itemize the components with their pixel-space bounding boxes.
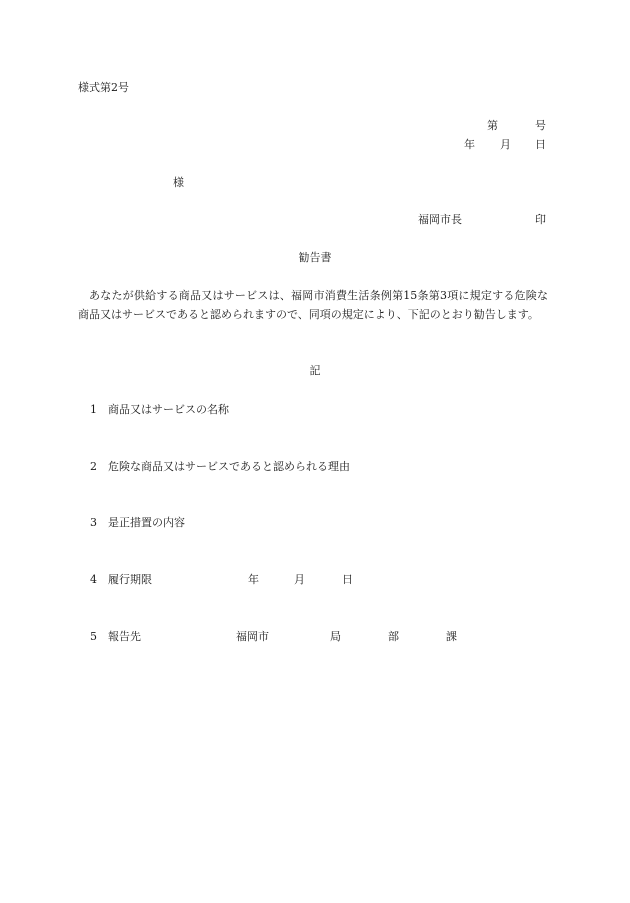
item-number: 3: [90, 516, 97, 529]
item-label: 危険な商品又はサービスであると認められる理由: [108, 460, 350, 473]
date-year: 年: [464, 138, 475, 151]
report-kyoku: 局: [330, 630, 341, 643]
item-number: 1: [90, 403, 97, 416]
report-bu: 部: [388, 630, 399, 643]
report-ka: 課: [446, 630, 457, 643]
addressee-suffix: 様: [173, 176, 184, 189]
item-number: 2: [90, 460, 97, 473]
doc-number-dai: 第: [487, 119, 498, 132]
item-label: 履行期限: [108, 573, 152, 586]
item-number: 5: [90, 630, 97, 643]
doc-title: 勧告書: [298, 251, 332, 264]
form-number: 様式第2号: [78, 81, 129, 94]
item-label: 是正措置の内容: [108, 516, 185, 529]
body-paragraph: あなたが供給する商品又はサービスは、福岡市消費生活条例第15条第3項に規定する危険な商品又はサービスであると認められますので、同項の規定により、下記のとおり勧告します。: [78, 289, 548, 321]
issuer-seal: 印: [535, 213, 546, 226]
deadline-day: 日: [342, 573, 353, 586]
deadline-month: 月: [294, 573, 305, 586]
date-month: 月: [500, 138, 511, 151]
item-label: 商品又はサービスの名称: [108, 403, 229, 416]
date-day: 日: [535, 138, 546, 151]
issuer-title: 福岡市長: [418, 213, 462, 226]
item-label: 報告先: [108, 630, 141, 643]
report-city: 福岡市: [236, 630, 269, 643]
ki-heading: 記: [309, 364, 321, 377]
doc-number-go: 号: [535, 119, 546, 132]
deadline-year: 年: [248, 573, 259, 586]
item-number: 4: [90, 573, 97, 586]
